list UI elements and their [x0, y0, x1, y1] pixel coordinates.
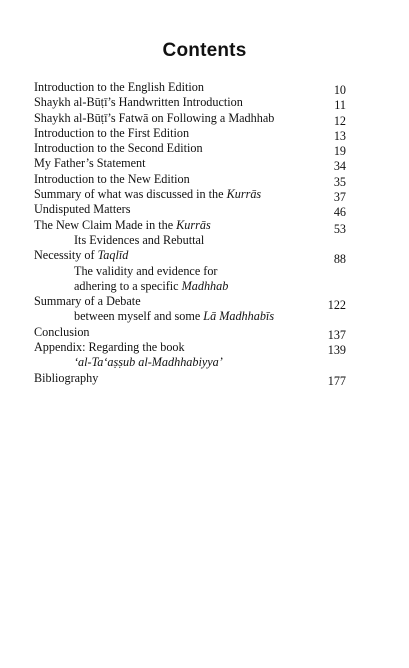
toc-entry: [34, 172, 346, 187]
toc-entry-page: 139: [327, 343, 346, 358]
toc-entry: [34, 156, 346, 174]
toc-entry-subtitle-italic: ‘al-Ta‘aṣṣub al-Madhhabiyya’: [74, 355, 223, 370]
toc-entry-page: 35: [333, 174, 346, 189]
toc-entry-title: Shaykh al-Būṭī’s Handwritten Introduction: [34, 95, 243, 110]
toc-entry: [34, 218, 346, 249]
toc-entry-title: [34, 187, 346, 202]
toc-entry-subtitle-roman: adhering to a specific: [74, 278, 182, 293]
toc-entry: [34, 294, 346, 325]
toc-entry-page: 10: [333, 83, 346, 97]
toc-entry-subtitle-roman: between myself and some: [74, 309, 204, 324]
toc-entry-title: [34, 218, 346, 233]
toc-entry-subtitle: The validity and evidence for: [74, 263, 218, 278]
toc-entry-title: Appendix: Regarding the book: [34, 340, 185, 355]
toc-entry-page: 46: [333, 205, 346, 220]
toc-entry-title-italic: Taqlīd: [97, 248, 129, 263]
toc-entry: [34, 371, 346, 386]
toc-entry-title-roman: Summary of what was discussed in the: [34, 187, 227, 202]
toc-entry: [34, 80, 346, 95]
toc-entry-page: 177: [327, 373, 346, 388]
toc-entry-page: 122: [327, 298, 346, 313]
toc-entry-title: Introduction to the First Edition: [34, 125, 190, 140]
toc-entry-title: Conclusion: [34, 324, 90, 339]
toc-entry-page: 37: [333, 190, 346, 205]
toc-entry: [34, 248, 346, 294]
toc-entry-page: 12: [333, 113, 346, 128]
toc-entry-title: Introduction to the Second Edition: [34, 141, 203, 156]
table-of-contents: [34, 80, 346, 386]
toc-entry-title: [34, 248, 346, 263]
toc-entry-subtitle: [34, 279, 346, 294]
toc-entry-page: 34: [333, 159, 346, 174]
toc-entry-title-roman: Necessity of: [34, 248, 98, 263]
toc-entry-subtitle-italic: Madhhab: [181, 278, 229, 293]
toc-entry-page: 53: [333, 221, 346, 236]
toc-entry: [34, 95, 346, 113]
toc-entry-title: Introduction to the English Edition: [34, 80, 204, 94]
toc-entry-page: 88: [333, 252, 346, 267]
toc-entry: [34, 187, 346, 205]
toc-entry-title: Introduction to the New Edition: [34, 171, 190, 186]
toc-entry-title: Shaykh al-Būṭī’s Fatwā on Following a Madhhab: [34, 110, 275, 125]
toc-entry-title-italic: Kurrās: [176, 217, 211, 232]
toc-entry-subtitle: Its Evidences and Rebuttal: [74, 232, 205, 247]
toc-entry-page: 11: [334, 98, 346, 113]
toc-entry: [34, 126, 346, 141]
toc-entry-subtitle: [34, 355, 346, 370]
toc-entry-title: Summary of a Debate: [34, 294, 141, 309]
toc-entry-title-roman: The New Claim Made in the: [34, 217, 177, 232]
toc-entry-page: 137: [327, 327, 346, 342]
toc-entry: [34, 202, 346, 220]
toc-entry-subtitle-italic: Lā Madhhabīs: [203, 309, 275, 324]
toc-entry: [34, 141, 346, 159]
toc-entry-title-italic: Kurrās: [226, 187, 262, 202]
toc-entry: [34, 340, 346, 371]
toc-entry-title: Undisputed Matters: [34, 202, 131, 217]
toc-entry: [34, 325, 346, 340]
toc-entry-subtitle: [34, 309, 346, 324]
toc-entry-page: 19: [333, 144, 346, 159]
toc-entry-page: 13: [333, 128, 346, 143]
page-title: Contents: [162, 40, 247, 61]
toc-entry: [34, 111, 346, 126]
toc-entry-title: My Father’s Statement: [34, 156, 146, 171]
toc-entry-title: Bibliography: [34, 370, 99, 385]
